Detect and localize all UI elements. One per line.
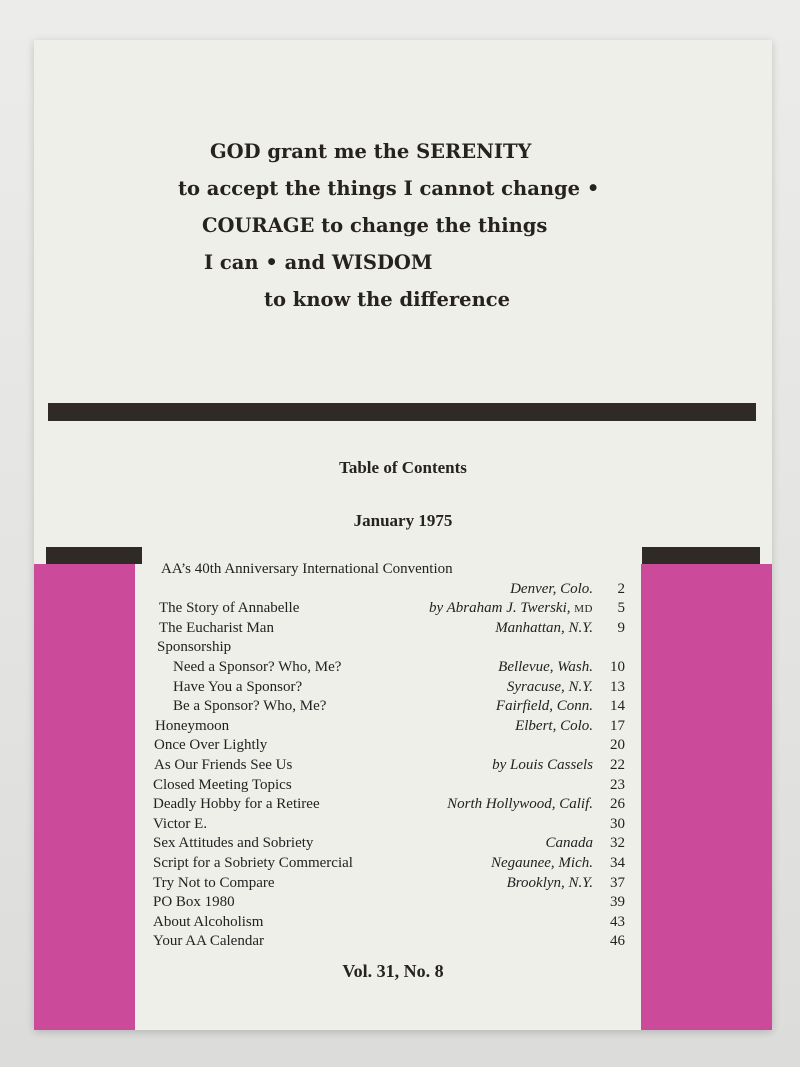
toc-entry-title: Once Over Lightly (154, 737, 268, 754)
toc-entry-title: Have You a Sponsor? (173, 678, 303, 695)
divider-rule (48, 403, 756, 421)
toc-entry (153, 717, 625, 737)
toc-entry-title: Script for a Sobriety Commercial (153, 854, 353, 871)
toc-entry-page: 26 (610, 796, 625, 813)
toc-heading: Table of Contents (339, 458, 467, 477)
toc-entry-page: 9 (617, 619, 625, 636)
toc-entry-credential: MD (574, 603, 593, 616)
toc-entry-title: Be a Sponsor? Who, Me? (173, 698, 327, 715)
prayer-line: GOD grant me the SERENITY (210, 140, 532, 163)
toc-entry-page: 22 (610, 756, 625, 773)
toc-entry-title: PO Box 1980 (153, 894, 235, 911)
toc-entry (153, 874, 625, 894)
toc-entry-title: About Alcoholism (153, 913, 264, 930)
toc-entry-page: 20 (610, 737, 625, 754)
toc-entry-page: 5 (617, 600, 625, 617)
toc-entry-location: by Abraham J. Twerski, MD (428, 600, 593, 617)
toc-entry-page: 46 (610, 933, 625, 950)
toc-entry (153, 893, 625, 913)
toc-entry-location: Bellevue, Wash. (498, 658, 593, 675)
toc-entry-page: 14 (610, 698, 625, 715)
volume-number: Vol. 31, No. 8 (342, 961, 444, 981)
toc-entry-location: Negaunee, Mich. (490, 854, 593, 871)
toc-entry (153, 736, 625, 756)
toc-entry-title: Sex Attitudes and Sobriety (153, 835, 314, 852)
prayer-line: to know the difference (264, 288, 511, 311)
prayer-line: I can • and WISDOM (204, 251, 433, 274)
prayer-line: COURAGE to change the things (202, 214, 548, 237)
toc-entry-title: Try Not to Compare (153, 874, 275, 891)
toc-entry (153, 638, 625, 658)
toc-entry (153, 795, 625, 815)
toc-entry (153, 756, 625, 776)
toc-entry (153, 678, 625, 698)
toc-entry-title: Deadly Hobby for a Retiree (153, 796, 320, 813)
toc-entry-location: North Hollywood, Calif. (447, 796, 593, 813)
toc-entry-location: Elbert, Colo. (515, 717, 593, 734)
toc-entry-page: 34 (610, 854, 625, 871)
toc-entry-page: 32 (610, 835, 625, 852)
toc-entry-title: The Story of Annabelle (159, 600, 300, 617)
toc-entry (153, 599, 625, 619)
toc-entry-location: Canada (545, 835, 593, 852)
toc-entry-location: Denver, Colo. (510, 580, 593, 597)
toc-entry-title: Victor E. (153, 815, 208, 832)
toc-entry (153, 815, 625, 835)
prayer-line: to accept the things I cannot change • (178, 177, 600, 200)
toc-entry-title: As Our Friends See Us (154, 756, 293, 773)
toc-entry-location: Manhattan, N.Y. (495, 619, 593, 636)
toc-entry (153, 776, 625, 796)
booklet-back-cover (34, 40, 772, 1030)
issue-date: January 1975 (353, 511, 453, 530)
toc-entry-title: Need a Sponsor? Who, Me? (173, 658, 342, 675)
toc-entry-page: 17 (610, 717, 625, 734)
toc-entry-page: 10 (610, 658, 625, 675)
dark-bar-right (642, 547, 760, 564)
dark-bar-left (46, 547, 142, 564)
toc-entry-title: AA’s 40th Anniversary International Convention (161, 561, 453, 577)
toc-entry-page: 39 (610, 894, 625, 911)
toc-entry-page: 30 (610, 815, 625, 832)
toc-entry-title: The Eucharist Man (159, 619, 274, 636)
toc-entry-location: Fairfield, Conn. (495, 698, 593, 715)
toc-entry (153, 697, 625, 717)
toc-entry (153, 580, 625, 600)
toc-entry (153, 834, 625, 854)
toc-entry-page: 37 (610, 874, 625, 891)
toc-entry-page: 43 (610, 913, 625, 930)
toc-entry-location: Syracuse, N.Y. (506, 678, 593, 695)
toc-entry-title: Honeymoon (155, 717, 230, 734)
toc-entry (153, 619, 625, 639)
toc-entry (153, 560, 625, 580)
toc-entry (153, 913, 625, 933)
toc-entry (153, 658, 625, 678)
toc-entry (153, 932, 625, 952)
toc-entry-page: 2 (617, 580, 625, 597)
toc-entry-title: Closed Meeting Topics (153, 776, 292, 793)
toc-list (153, 560, 625, 952)
toc-entry-location: Brooklyn, N.Y. (506, 874, 593, 891)
toc-entry-page: 23 (610, 776, 625, 793)
toc-entry-title: Your AA Calendar (153, 933, 264, 950)
toc-entry-page: 13 (610, 678, 625, 695)
toc-entry-location: by Louis Cassels (492, 756, 593, 773)
toc-entry-title: Sponsorship (157, 639, 232, 656)
toc-entry (153, 854, 625, 874)
